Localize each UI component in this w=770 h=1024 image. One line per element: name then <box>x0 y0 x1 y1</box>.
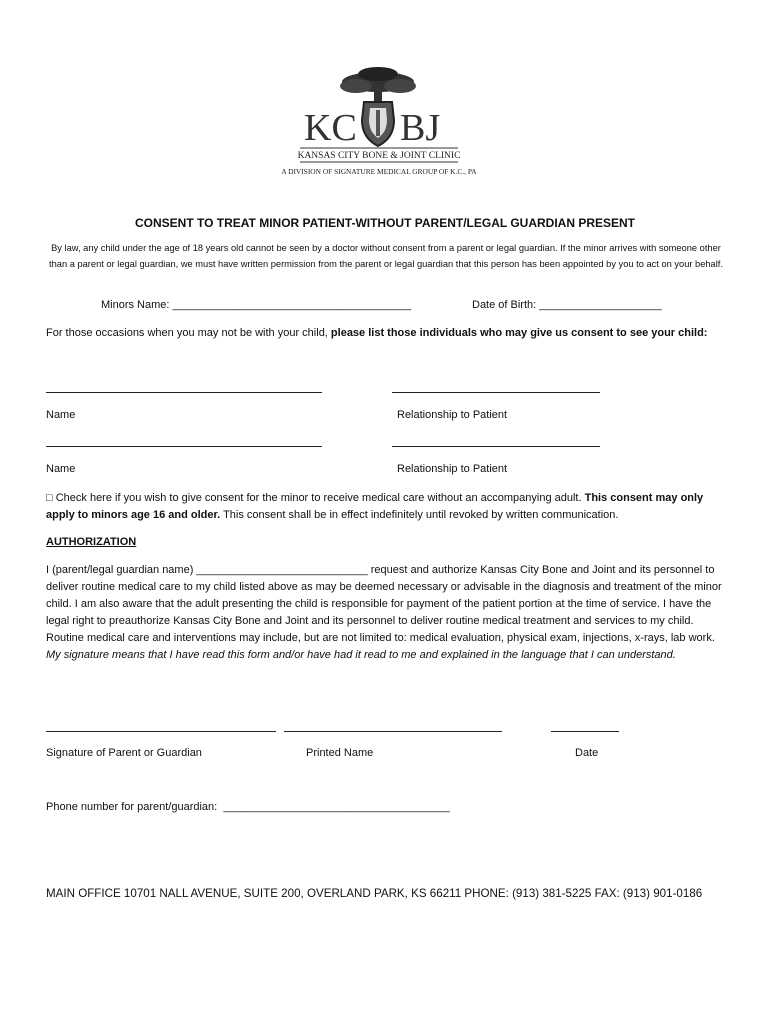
authorization-text: I (parent/legal guardian name) ____________________________ request and authorize Kansas City Bone and Joint and its personnel to deliver routine medical care to my child listed above as may be deemed necessary or advisable in the diagnosis and treatment of the minor child. I am also aware that the adult presenting the child is responsible for payment of the patient portion at the time of service. I have the legal right to preauthorize Kansas City Bone and Joint and its personnel to deliver routine medical treatment and services to my child. Routine medical care and interventions may include, but are not limited to: medical evaluation, physical exam, injections, x-rays, lab work. <box>46 564 722 644</box>
date-line[interactable] <box>551 731 619 732</box>
occasions-bold: please list those individuals who may give us consent to see your child: <box>330 327 708 339</box>
logo-clinic-name: KANSAS CITY BONE & JOINT CLINIC <box>297 151 461 161</box>
contact-1-relationship-line[interactable] <box>392 392 600 393</box>
signature-label: Signature of Parent or Guardian <box>46 747 202 759</box>
tree-icon <box>340 67 416 102</box>
consent-checkbox-paragraph <box>46 490 726 524</box>
form-title: CONSENT TO TREAT MINOR PATIENT-WITHOUT PARENT/LEGAL GUARDIAN PRESENT <box>135 216 635 230</box>
date-of-birth-field[interactable]: Date of Birth: ____________________ <box>472 299 662 311</box>
checkbox-tail: This consent shall be in effect indefinitely until revoked by written communication. <box>220 509 619 521</box>
contact-1-name-label: Name <box>46 409 76 421</box>
authorization-italic: My signature means that I have read this form and/or have had it read to me and explained in the language that I can understand. <box>46 649 676 661</box>
footer-address: MAIN OFFICE 10701 NALL AVENUE, SUITE 200, OVERLAND PARK, KS 66211 PHONE: (913) 381-5225 FAX: (913) 901-0186 <box>46 887 703 900</box>
printed-name-label: Printed Name <box>306 747 374 759</box>
contact-2-relationship-label: Relationship to Patient <box>397 463 508 475</box>
date-label: Date <box>575 747 599 759</box>
contact-2-relationship-line[interactable] <box>392 446 600 447</box>
occasions-text <box>46 327 707 339</box>
contact-2-name-label: Name <box>46 463 76 475</box>
checkbox-text: Check here if you wish to give consent for the minor to receive medical care without an accompanying adult. <box>52 492 585 504</box>
occasions-prefix: For those occasions when you may not be with your child, <box>46 327 331 339</box>
checkbox-age-note: This consent may only apply to minors age 16 and older. <box>46 492 704 521</box>
clinic-logo <box>248 62 508 186</box>
phone-field[interactable]: Phone number for parent/guardian: _____________________________________ <box>46 801 450 813</box>
minor-name-field[interactable]: Minors Name: _______________________________________ <box>101 299 412 311</box>
contact-1-name-line[interactable] <box>46 392 322 393</box>
authorization-body <box>46 562 726 664</box>
contact-2-name-line[interactable] <box>46 446 322 447</box>
authorization-heading: AUTHORIZATION <box>46 536 137 548</box>
intro-text: By law, any child under the age of 18 years old cannot be seen by a doctor without consent from a parent or legal guardian. If the minor arrives with someone other than a parent or legal guardian, we must have written permission from the parent or legal guardian that this person has been appointed by you to act on your behalf. <box>49 243 723 269</box>
signature-line[interactable] <box>46 731 276 732</box>
printed-name-line[interactable] <box>284 731 502 732</box>
logo-letters-left: KC <box>304 107 357 149</box>
logo-division: A DIVISION OF SIGNATURE MEDICAL GROUP OF K.C., PA <box>281 167 477 176</box>
logo-letters-right: BJ <box>400 107 441 149</box>
contact-1-relationship-label: Relationship to Patient <box>397 409 508 421</box>
consent-checkbox[interactable]: □ <box>46 492 53 504</box>
